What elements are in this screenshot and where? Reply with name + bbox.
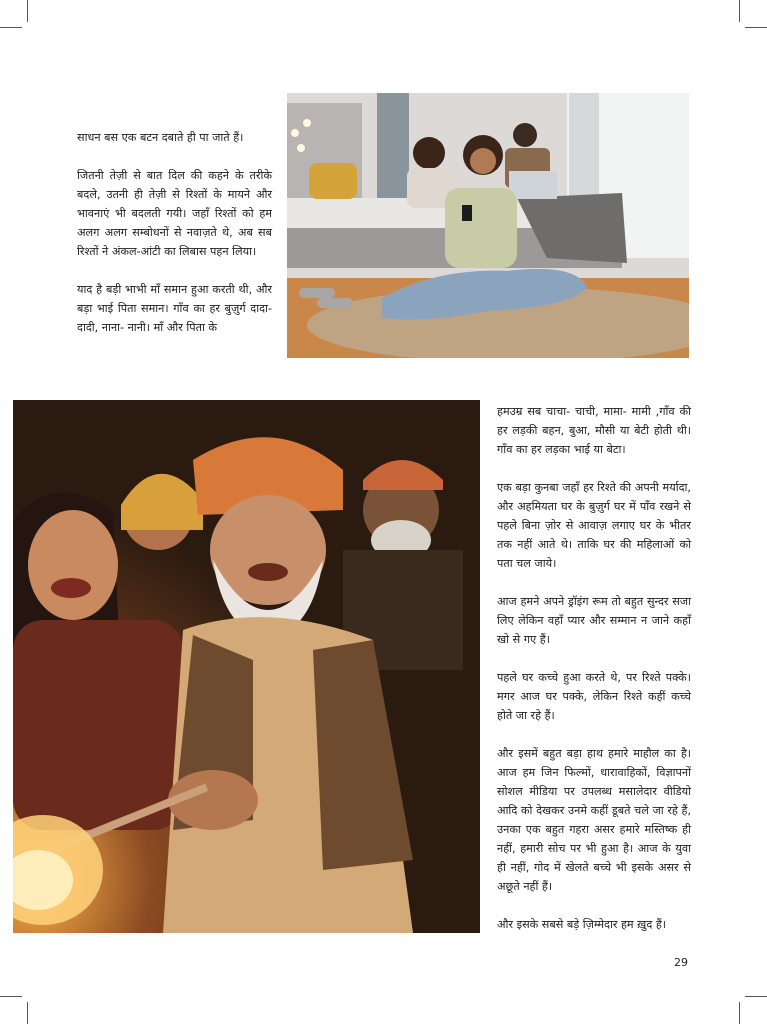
crop-mark bbox=[739, 1002, 740, 1024]
paragraph: हमउम्र सब चाचा- चाची, मामा- मामी ,गाँव की हर लड़की बहन, बुआ, मौसी या बेटी होती थी। गाँव का हर लड़का भाई या बेटा। bbox=[497, 405, 691, 456]
crop-mark bbox=[739, 0, 740, 22]
paragraph: जितनी तेज़ी से बात दिल की कहने के तरीके बदले, उतनी ही तेज़ी से रिश्तों के मायने और भावनाएं भी बदलती गयी। जहाँ रिश्तों को हम अलग अलग सम्बोधनों से नवाज़ते थे, अब सब रिश्तों ने अंकल-आंटी का लिबास पहन लिया। bbox=[77, 169, 272, 258]
crop-mark bbox=[745, 27, 767, 28]
text-column-right bbox=[497, 402, 691, 953]
paragraph: आज हमने अपने ड्रॉइंग रूम तो बहुत सुन्दर सजा लिए लेकिन वहाँ प्यार और सम्मान न जाने कहाँ खो से गए हैं। bbox=[497, 595, 691, 646]
paragraph: एक बड़ा कुनबा जहाँ हर रिश्ते की अपनी मर्यादा, और अहमियता घर के बुज़ुर्ग घर में पाँव रखने से पहले बिना ज़ोर से आवाज़ लगाए घर के भीतर तक नहीं आते थे। ताकि घर की महिलाओं को पता चल जाये। bbox=[497, 481, 691, 570]
crop-mark bbox=[0, 27, 22, 28]
paragraph: पहले घर कच्चे हुआ करते थे, पर रिश्ते पक्के। मगर आज घर पक्के, लेकिन रिश्ते कहीं कच्चे होते जा रहे हैं। bbox=[497, 671, 691, 722]
elders-laughing-by-fire-photo bbox=[13, 400, 480, 933]
paragraph: और इसके सबसे बड़े ज़िम्मेदार हम ख़ुद हैं। bbox=[497, 918, 666, 931]
young-people-with-devices-photo bbox=[287, 93, 689, 358]
crop-mark bbox=[27, 0, 28, 22]
crop-mark bbox=[27, 1002, 28, 1024]
page-number: 29 bbox=[674, 956, 688, 969]
text-column-top-left bbox=[77, 128, 272, 356]
paragraph: साधन बस एक बटन दबाते ही पा जाते हैं। bbox=[77, 131, 244, 144]
paragraph: याद है बड़ी भाभी माँ समान हुआ करती थी, और बड़ा भाई पिता समान। गाँव का हर बुज़ुर्ग दादा-दादी, नाना- नानी। माँ और पिता के bbox=[77, 283, 272, 334]
paragraph: और इसमें बहुत बड़ा हाथ हमारे माहौल का है। आज हम जिन फिल्मों, धारावाहिकों, विज्ञापनों सोशल मीडिया पर उपलब्ध मसालेदार वीडियो आदि को देखकर उनमे कहीं डूबते चले जा रहे हैं, उनका एक बहुत गहरा असर हमारे मस्तिष्क ही नहीं, हमारी सोच पर भी हुआ है। आज के युवा ही नहीं, गोद में खेलते बच्चे भी इसके असर से अछूते नहीं हैं। bbox=[497, 747, 691, 893]
crop-mark bbox=[745, 996, 767, 997]
crop-mark bbox=[0, 996, 22, 997]
